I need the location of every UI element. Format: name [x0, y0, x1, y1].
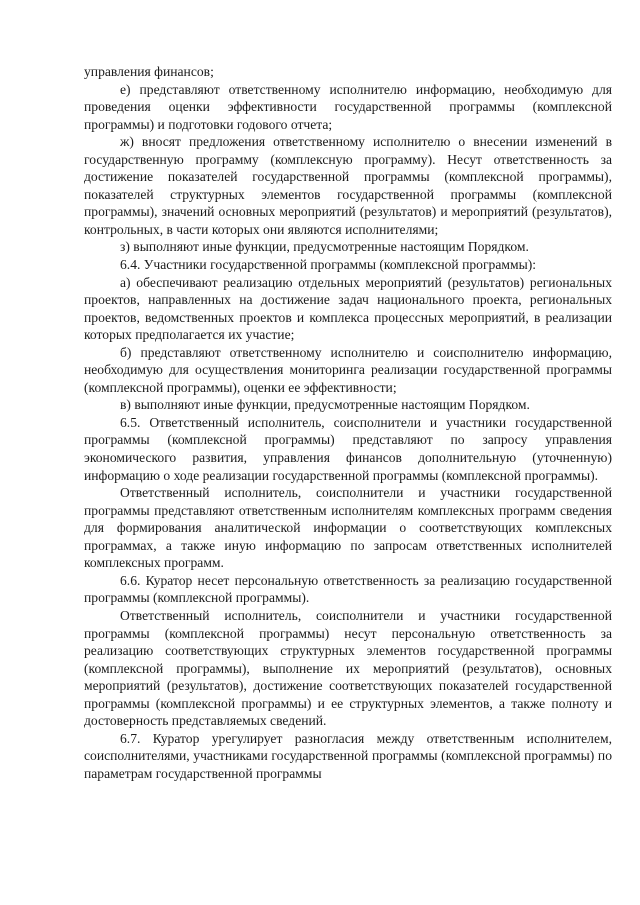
paragraph-item-v: в) выполняют иные функции, предусмотренные настоящим Порядком.	[120, 397, 530, 413]
paragraph-6-6-continued: Ответственный исполнитель, соисполнители и участники государственной программы (комплексной программы) несут персональную ответственность за реализацию соответствующих структурных элементов государственной программы (комплексной программы), выполнение их мероприятий (результатов), основных мероприятий (результатов), достижение соответствующих показателей государственной программы (комплексной программы) и ее структурных элементов, а также полноту и достоверность представляемых сведений.	[84, 607, 612, 729]
section-6-6: 6.6. Куратор несет персональную ответственность за реализацию государственной программы (комплексной программы).	[84, 572, 612, 606]
paragraph-item-e: е) представляют ответственному исполнителю информацию, необходимую для проведения оценки эффективности государственной программы (комплексной программы) и подготовки годового отчета;	[84, 81, 612, 132]
section-6-7: 6.7. Куратор урегулирует разногласия между ответственным исполнителем, соисполнителями, участниками государственной программы (комплексной программы) по параметрам государственной программы	[84, 730, 612, 781]
paragraph-item-a: а) обеспечивают реализацию отдельных мероприятий (результатов) региональных проектов, направленных на достижение задач национального проекта, региональных проектов, ведомственных проектов и комплекса процессных мероприятий, в реализации которых предполагается их участие;	[84, 274, 612, 343]
paragraph-finance-tail: управления финансов;	[84, 64, 214, 79]
paragraph-item-z: з) выполняют иные функции, предусмотренные настоящим Порядком.	[120, 239, 529, 255]
section-6-4-heading: 6.4. Участники государственной программы (комплексной программы):	[120, 257, 537, 273]
paragraph-6-5-continued: Ответственный исполнитель, соисполнители и участники государственной программы представляют ответственным исполнителям комплексных программ сведения для формирования аналитической информации о соответствующих комплексных программах, а также иную информацию по запросам ответственных исполнителей комплексных программ.	[84, 485, 612, 571]
paragraph-item-b: б) представляют ответственному исполнителю и соисполнителю информацию, необходимую для осуществления мониторинга реализации государственной программы (комплексной программы), оценки ее эффективности;	[84, 344, 612, 395]
section-6-5: 6.5. Ответственный исполнитель, соисполнители и участники государственной программы (комплексной программы) представляют по запросу управления экономического развития, управления финансов дополнительную (уточненную) информацию о ходе реализации государственной программы (комплексной программы).	[84, 414, 612, 483]
document-page	[84, 63, 612, 782]
paragraph-item-zh: ж) вносят предложения ответственному исполнителю о внесении изменений в государственную программу (комплексную программу). Несут ответственность за достижение показателей государственной программы (комплексной программы), показателей структурных элементов государственной программы (комплексной программы), значений основных мероприятий (результатов) и мероприятий (результатов), контрольных, в части которых они являются исполнителями;	[84, 134, 612, 237]
